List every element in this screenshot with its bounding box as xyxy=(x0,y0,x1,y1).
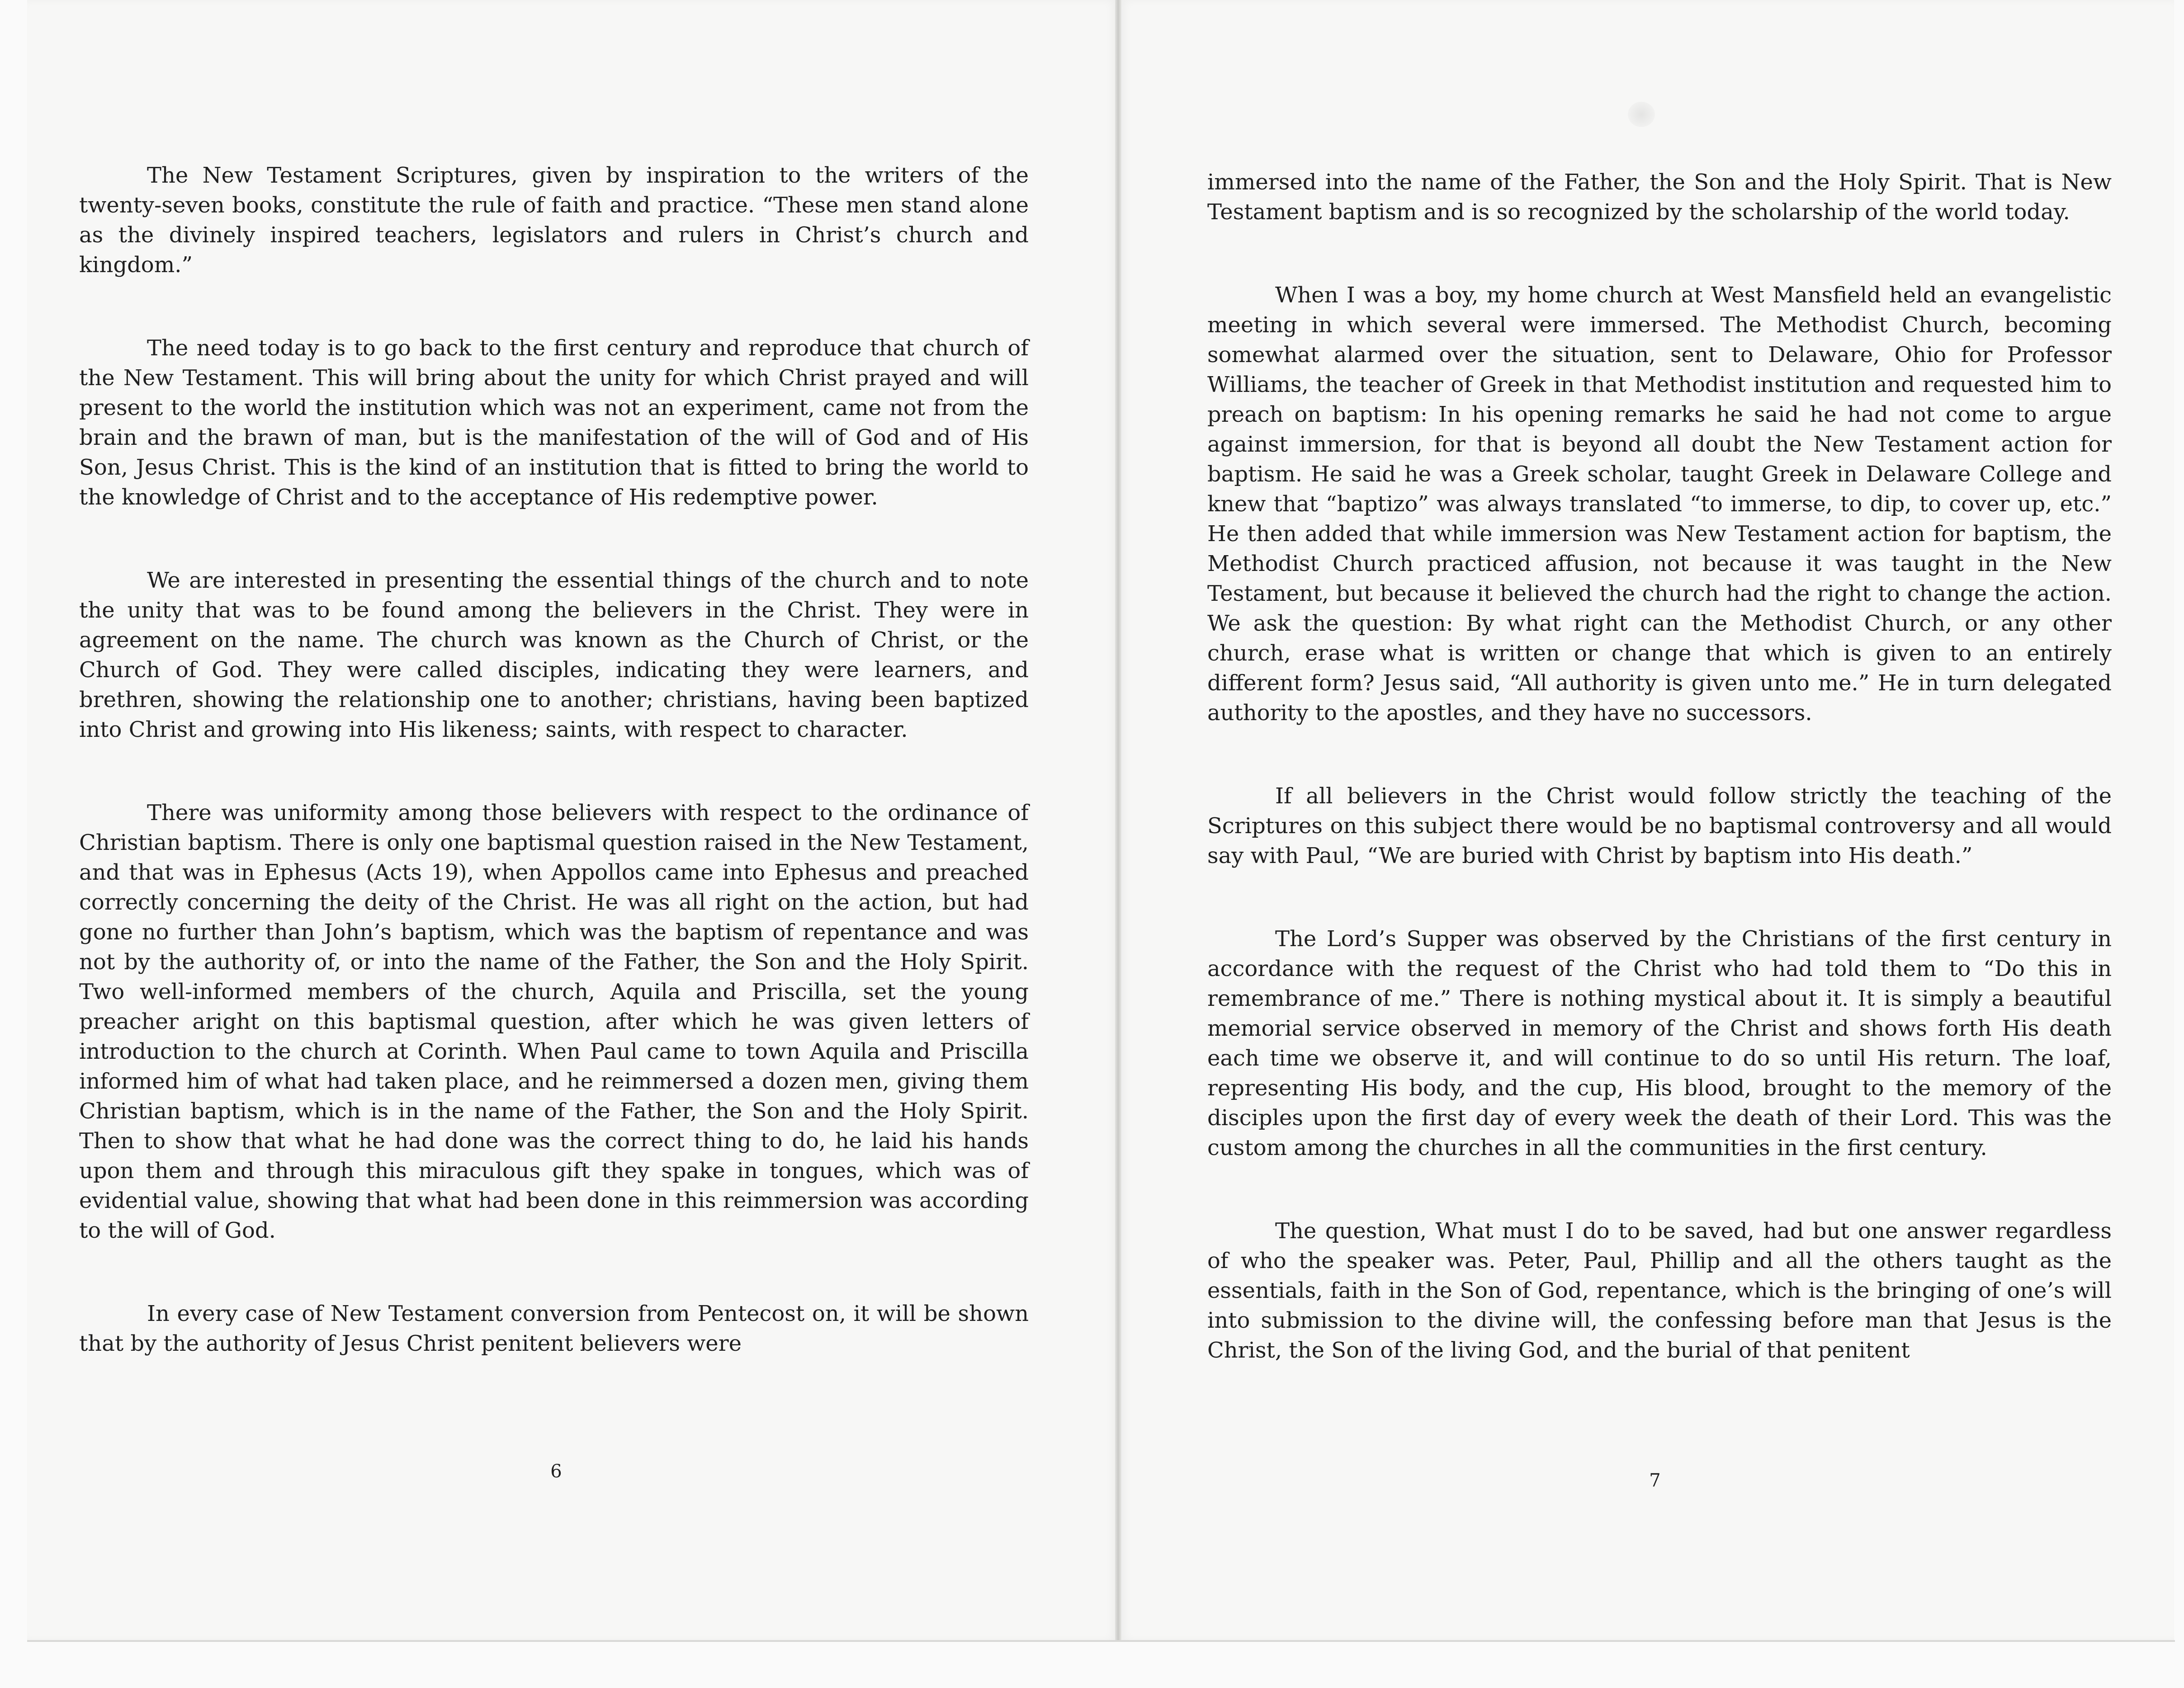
paragraph: The need today is to go back to the first century and reproduce that church of the New Testament. This will bring about the unity for which Christ prayed and will present to the world the institution which was not an experiment, came not from the brain and the brawn of man, but is the manifestation of the will of God and of His Son, Jesus Christ. This is the kind of an institution that is fitted to bring the world to the knowledge of Christ and to the acceptance of His redemptive power. xyxy=(79,335,1029,510)
paragraph: immersed into the name of the Father, the Son and the Holy Spirit. That is New Testament baptism and is so recognized by the scholarship of the world today. xyxy=(1207,170,2112,225)
paragraph: In every case of New Testament conversion from Pentecost on, it will be shown that by the authority of Jesus Christ penitent believers were xyxy=(79,1301,1029,1356)
paragraph: The question, What must I do to be saved, had but one answer regardless of who the speaker was. Peter, Paul, Phillip and all the others taught as the essentials, faith in the Son of God, repentance, which is the bringing of one’s will into submission to the divine will, the confessing before man that Jesus is the Christ, the Son of the living God, and the burial of that penitent xyxy=(1207,1218,2112,1363)
paragraph: We are interested in presenting the essential things of the church and to note the unity that was to be found among the believers in the Christ. They were in agreement on the name. The church was known as the Church of Christ, or the Church of God. They were called disciples, indicating they were learners, and brethren, showing the relationship one to another; christians, having been baptized into Christ and growing into His likeness; saints, with respect to character. xyxy=(79,568,1029,742)
right-page-text xyxy=(1207,167,2112,1419)
page-number-left: 6 xyxy=(550,1461,562,1482)
left-page-text xyxy=(79,160,1029,1412)
paragraph: The New Testament Scriptures, given by inspiration to the writers of the twenty-seven books, constitute the rule of faith and practice. “These men stand alone as the divinely inspired teachers, legislators and rulers in Christ’s church and kingdom.” xyxy=(79,163,1029,278)
paper-smudge xyxy=(1628,102,1655,127)
page-bottom-edge xyxy=(27,1640,2175,1642)
paragraph: When I was a boy, my home church at West Mansfield held an evangelistic meeting in which several were immersed. The Methodist Church, becoming somewhat alarmed over the situation, sent to Delaware, Ohio for Professor Williams, the teacher of Greek in that Methodist institution and requested him to preach on baptism: In his opening remarks he said he had not come to argue against immersion, for that is beyond all doubt the New Testament action for baptism. He said he was a Greek scholar, taught Greek in Delaware College and knew that “baptizo” was always translated “to immerse, to dip, to cover up, etc.” He then added that while immersion was New Testament action for baptism, the Methodist Church practiced affusion, not because it was taught in the New Testament, but because it believed the church had the right to change the action. We ask the question: By what right can the Methodist Church, or any other church, erase what is written or change that which is given to an entirely different form? Jesus said, “All authority is given unto me.” He in turn delegated authority to the apostles, and they have no successors. xyxy=(1207,283,2112,726)
paragraph: If all believers in the Christ would follow strictly the teaching of the Scriptures on this subject there would be no baptismal controversy and all would say with Paul, “We are buried with Christ by baptism into His death.” xyxy=(1207,783,2112,868)
paragraph: There was uniformity among those believers with respect to the ordinance of Christian baptism. There is only one baptismal question raised in the New Testament, and that was in Ephesus (Acts 19), when Appollos came into Ephesus and preached correctly concerning the deity of the Christ. He was all right on the action, but had gone no further than John’s baptism, which was the baptism of repentance and was not by the authority of, or into the name of the Father, the Son and the Holy Spirit. Two well-informed members of the church, Aquila and Priscilla, set the young preacher aright on this baptismal question, after which he was given letters of introduction to the church at Corinth. When Paul came to town Aquila and Priscilla informed him of what had taken place, and he reimmersed a dozen men, giving them Christian baptism, which is in the name of the Father, the Son and the Holy Spirit. Then to show that what he had done was the correct thing to do, he laid his hands upon them and through this miraculous gift they spake in tongues, which was of evidential value, showing that what had been done in this reimmersion was according to the will of God. xyxy=(79,800,1029,1243)
page-number-right: 7 xyxy=(1649,1470,1661,1491)
paragraph: The Lord’s Supper was observed by the Christians of the first century in accordance with the request of the Christ who had told them to “Do this in remembrance of me.” There is nothing mystical about it. It is simply a beautiful memorial service observed in memory of the Christ and shows forth His death each time we observe it, and will continue to do so until His return. The loaf, representing His body, and the cup, His blood, brought to the memory of the disciples upon the first day of every week the death of their Lord. This was the custom among the churches in all the communities in the first century. xyxy=(1207,926,2112,1160)
book-gutter xyxy=(1115,0,1121,1641)
